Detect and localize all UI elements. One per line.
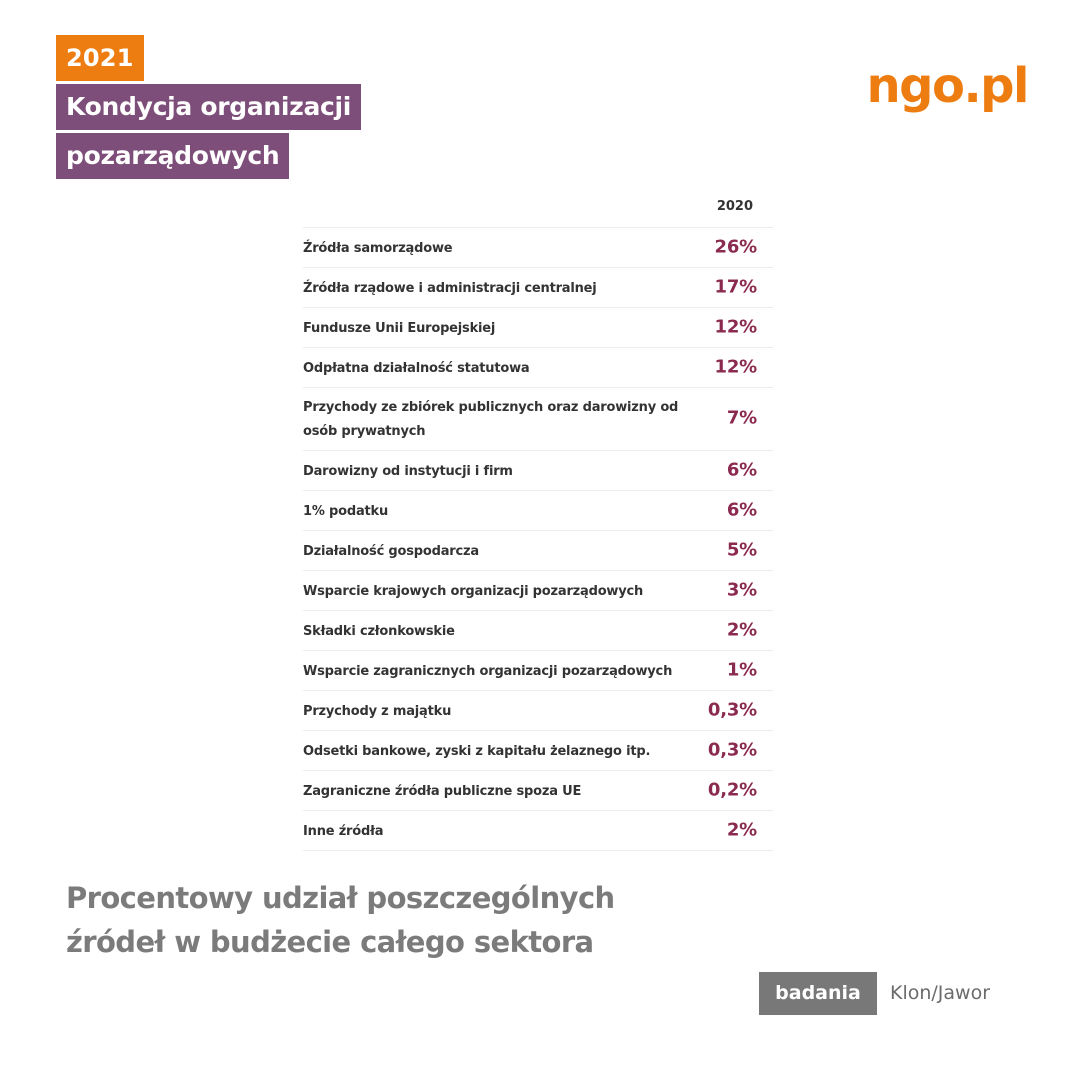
row-label: Przychody z majątku (303, 704, 452, 719)
caption-line-2: źródeł w budżecie całego sektora (66, 925, 594, 959)
row-value: 5% (726, 538, 757, 560)
table-row (303, 268, 773, 308)
row-label: Przychody ze zbiórek publicznych oraz darowizny od osób prywatnych (303, 400, 679, 439)
row-label: Zagraniczne źródła publiczne spoza UE (303, 784, 582, 799)
row-value: 26% (714, 235, 757, 257)
table-row (303, 731, 773, 771)
row-value: 2% (726, 618, 757, 640)
table-row (303, 811, 773, 851)
row-value: 2% (726, 818, 757, 840)
row-value: 1% (726, 658, 757, 680)
row-label: Wsparcie krajowych organizacji pozarządowych (303, 584, 644, 599)
column-header-year: 2020 (716, 199, 753, 214)
title-line-2: pozarządowych (56, 133, 289, 179)
row-label: Odpłatna działalność statutowa (303, 361, 530, 376)
chart-caption (66, 876, 615, 964)
row-value: 3% (726, 578, 757, 600)
row-value: 0,2% (707, 778, 757, 800)
row-label: Darowizny od instytucji i firm (303, 464, 513, 479)
ngo-logo: ngo.pl (866, 58, 1028, 114)
row-value: 0,3% (707, 698, 757, 720)
badania-badge: badania (759, 972, 877, 1015)
table-header-row (303, 190, 773, 228)
table-row (303, 771, 773, 811)
row-value: 12% (714, 315, 757, 337)
year-tag: 2021 (56, 35, 144, 81)
table-row (303, 348, 773, 388)
row-value: 17% (714, 275, 757, 297)
table-row (303, 308, 773, 348)
row-label: 1% podatku (303, 504, 389, 519)
row-label: Składki członkowskie (303, 624, 455, 639)
title-line-1: Kondycja organizacji (56, 84, 361, 130)
table-row (303, 228, 773, 268)
row-label: Inne źródła (303, 824, 384, 839)
row-label: Fundusze Unii Europejskiej (303, 321, 496, 336)
table-row (303, 491, 773, 531)
caption-line-1: Procentowy udział poszczególnych (66, 881, 615, 915)
table-row (303, 611, 773, 651)
row-value: 7% (726, 407, 757, 429)
row-value: 6% (726, 458, 757, 480)
row-label: Źródła rządowe i administracji centralnej (303, 281, 597, 296)
row-value: 6% (726, 498, 757, 520)
row-value: 12% (714, 355, 757, 377)
table-row (303, 571, 773, 611)
row-label: Wsparcie zagranicznych organizacji pozarządowych (303, 664, 673, 679)
table-row (303, 388, 773, 451)
row-value: 0,3% (707, 738, 757, 760)
table-body (303, 228, 773, 851)
table-row (303, 451, 773, 491)
row-label: Odsetki bankowe, zyski z kapitału żelaznego itp. (303, 744, 651, 759)
table-row (303, 531, 773, 571)
source-label: Klon/Jawor (890, 982, 991, 1004)
budget-sources-table (303, 190, 773, 851)
table-row (303, 651, 773, 691)
row-label: Źródła samorządowe (303, 241, 453, 256)
row-label: Działalność gospodarcza (303, 544, 479, 559)
table-row (303, 691, 773, 731)
